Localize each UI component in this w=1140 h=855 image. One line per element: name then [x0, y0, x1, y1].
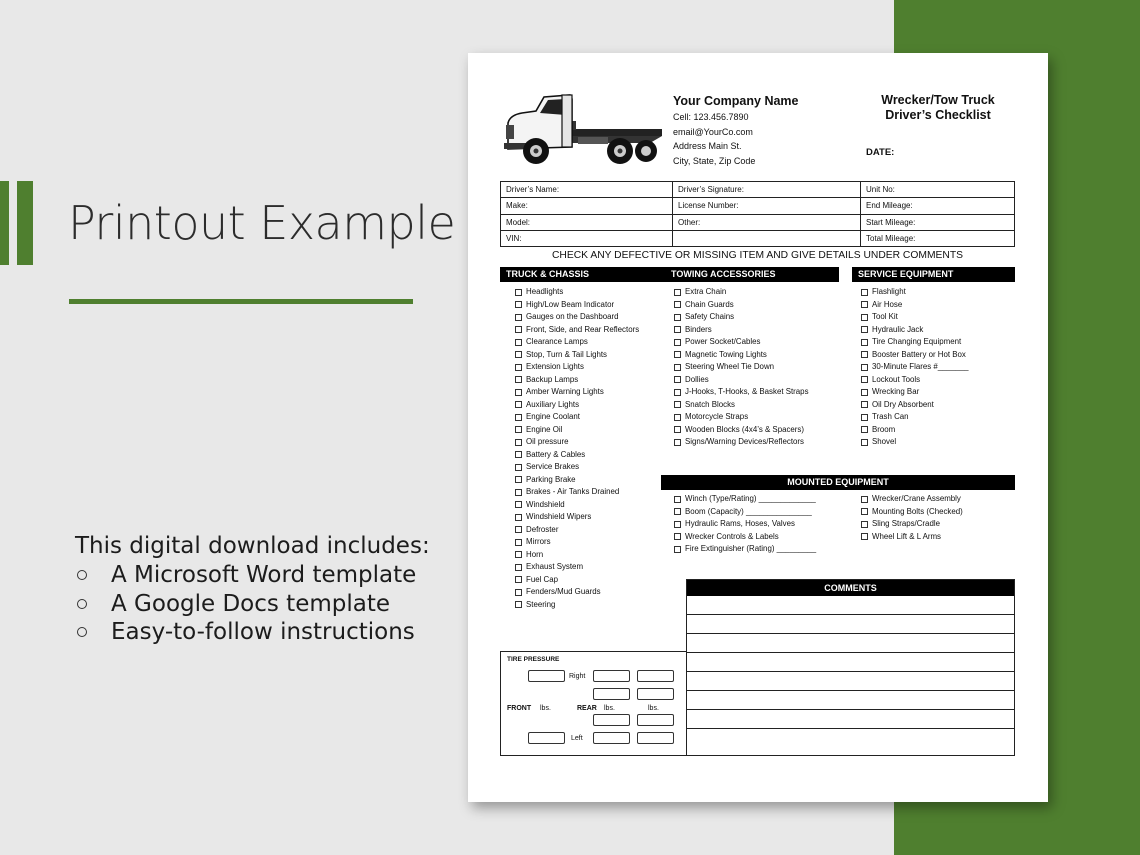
includes-list [75, 561, 430, 647]
checklist-item[interactable] [674, 349, 809, 362]
tire-pressure-title: TIRE PRESSURE [507, 656, 560, 663]
headline-underline [69, 299, 413, 304]
checklist-item-label: Signs/Warning Devices/Reflectors [685, 437, 804, 446]
checklist-item[interactable] [861, 411, 969, 424]
circle-bullet-icon [77, 627, 87, 637]
table-row: Make: License Number: End Mileage: [501, 198, 1015, 214]
checklist-item-label: Winch (Type/Rating) _____________ [685, 494, 816, 503]
checkbox-icon[interactable] [861, 351, 868, 358]
mounted-equipment-list-left [674, 493, 816, 556]
table-row: Driver’s Name: Driver’s Signature: Unit No: [501, 182, 1015, 198]
checklist-item-label: Mounting Bolts (Checked) [872, 506, 963, 516]
list-item: A Google Docs template [75, 590, 430, 619]
checklist-item-label: Service Brakes [526, 462, 580, 471]
company-name: Your Company Name [673, 94, 799, 108]
checkbox-icon[interactable] [515, 376, 522, 383]
checklist-item-label: Trash Can [872, 412, 909, 421]
table-row: Model: Other: Start Mileage: [501, 214, 1015, 230]
checklist-item[interactable] [674, 531, 816, 544]
checklist-item[interactable] [861, 299, 969, 312]
checkbox-icon[interactable] [515, 451, 522, 458]
rear-lbs-label: lbs. [604, 705, 615, 712]
includes-title: This digital download includes: [75, 533, 430, 559]
checkbox-icon[interactable] [674, 401, 681, 408]
checklist-item[interactable] [515, 411, 639, 424]
comment-line [687, 709, 1014, 710]
checklist-item[interactable] [515, 436, 639, 449]
checkbox-icon[interactable] [515, 514, 522, 521]
checkbox-icon[interactable] [515, 576, 522, 583]
checklist-item-label: Booster Battery or Hot Box [872, 349, 966, 359]
checkbox-icon[interactable] [861, 439, 868, 446]
checkbox-icon[interactable] [674, 496, 681, 503]
checklist-item[interactable] [861, 286, 969, 299]
checklist-item-label: Dollies [685, 374, 709, 384]
checklist-item[interactable] [861, 324, 969, 337]
front-lbs-label: lbs. [540, 705, 551, 712]
checklist-item[interactable] [515, 574, 639, 587]
checkbox-icon[interactable] [674, 301, 681, 308]
checklist-item-label: Hydraulic Jack [872, 324, 924, 334]
checkbox-icon[interactable] [861, 376, 868, 383]
tire-pressure-box [500, 651, 687, 756]
checklist-item-label: Amber Warning Lights [526, 387, 604, 396]
checklist-item-label: Hydraulic Rams, Hoses, Valves [685, 519, 795, 528]
circle-bullet-icon [77, 570, 87, 580]
checklist-item[interactable] [674, 299, 809, 312]
checklist-item-label: Air Hose [872, 299, 903, 309]
checklist-item-label: High/Low Beam Indicator [526, 299, 615, 309]
checklist-item[interactable] [515, 361, 639, 374]
checkbox-icon[interactable] [515, 439, 522, 446]
checklist-item[interactable] [861, 349, 969, 362]
checkbox-icon[interactable] [515, 364, 522, 371]
checklist-item-label: Wheel Lift & L Arms [872, 531, 941, 541]
checkbox-icon[interactable] [515, 551, 522, 558]
list-item: Easy-to-follow instructions [75, 618, 430, 647]
accent-bar-thin [0, 181, 9, 265]
service-equipment-list [861, 286, 969, 449]
circle-bullet-icon [77, 599, 87, 609]
checklist-item[interactable] [861, 399, 969, 412]
checkbox-icon[interactable] [515, 289, 522, 296]
checklist-item[interactable] [674, 336, 809, 349]
rear-right-input[interactable] [637, 670, 674, 682]
checklist-item-label: Windshield [526, 499, 565, 509]
front-left-input[interactable] [528, 732, 565, 744]
company-block [673, 93, 799, 168]
checklist-item-label: Wrecking Bar [872, 387, 920, 396]
checklist-item[interactable] [515, 386, 639, 399]
checklist-item[interactable] [515, 299, 639, 312]
checklist-item[interactable] [674, 361, 809, 374]
checklist-item-label: Sling Straps/Cradle [872, 519, 940, 528]
checkbox-icon[interactable] [861, 533, 868, 540]
checklist-item[interactable] [674, 411, 809, 424]
checkbox-icon[interactable] [674, 414, 681, 421]
checklist-item[interactable] [515, 449, 639, 462]
checklist-item-label: Oil Dry Absorbent [872, 399, 934, 409]
service-equipment-header: SERVICE EQUIPMENT [852, 267, 1015, 282]
front-label: FRONT [507, 705, 532, 712]
document-title: Wrecker/Tow Truck Driver’s Checklist [881, 93, 995, 122]
towing-accessories-list [674, 286, 809, 449]
checkbox-icon[interactable] [515, 501, 522, 508]
driver-info-table [500, 181, 1015, 247]
company-email: email@YourCo.com [673, 126, 753, 137]
checklist-printout [468, 53, 1048, 802]
checklist-item-label: Fire Extinguisher (Rating) _________ [685, 544, 817, 553]
checklist-item[interactable] [861, 436, 969, 449]
rear-label: REAR [577, 705, 597, 712]
checkbox-icon[interactable] [861, 389, 868, 396]
checklist-item[interactable] [861, 493, 963, 506]
list-item: A Microsoft Word template [75, 561, 430, 590]
checklist-item[interactable] [515, 424, 639, 437]
checklist-item[interactable] [861, 336, 969, 349]
checkbox-icon[interactable] [674, 439, 681, 446]
checklist-item-label: Fenders/Mud Guards [526, 587, 601, 596]
checklist-item[interactable] [861, 424, 969, 437]
checklist-item-label: Oil pressure [526, 437, 569, 446]
checklist-item-label: Engine Oil [526, 424, 563, 434]
checklist-item-label: Battery & Cables [526, 449, 586, 459]
checklist-item[interactable] [515, 599, 639, 612]
checklist-item[interactable] [515, 311, 639, 324]
checklist-item[interactable] [674, 286, 809, 299]
checklist-item-label: Power Socket/Cables [685, 337, 761, 346]
checkbox-icon[interactable] [861, 326, 868, 333]
checklist-item-label: Exhaust System [526, 562, 584, 571]
checkbox-icon[interactable] [515, 314, 522, 321]
checklist-item-label: Engine Coolant [526, 412, 580, 421]
checklist-item-label: Fuel Cap [526, 574, 559, 584]
checklist-item-label: Safety Chains [685, 312, 735, 321]
checklist-item-label: Windshield Wipers [526, 512, 592, 521]
checklist-item[interactable] [515, 536, 639, 549]
checklist-item[interactable] [674, 436, 809, 449]
checklist-item[interactable] [674, 543, 816, 556]
checklist-item[interactable] [861, 386, 969, 399]
comment-line [687, 671, 1014, 672]
checkbox-icon[interactable] [515, 476, 522, 483]
rear-left-inner-input[interactable] [593, 714, 630, 726]
checkbox-icon[interactable] [861, 401, 868, 408]
checklist-item[interactable] [515, 474, 639, 487]
includes-block [75, 531, 430, 647]
rear-right-inner-input[interactable] [593, 688, 630, 700]
checklist-item[interactable] [515, 499, 639, 512]
company-address: Address Main St. [673, 141, 742, 151]
rear-right-outer-input[interactable] [593, 670, 630, 682]
checklist-item-label: Shovel [872, 437, 897, 446]
comments-header: COMMENTS [687, 580, 1014, 596]
checklist-item-label: Brakes - Air Tanks Drained [526, 487, 620, 496]
checklist-item[interactable] [515, 399, 639, 412]
checkbox-icon[interactable] [515, 414, 522, 421]
checkbox-icon[interactable] [515, 539, 522, 546]
right-label: Right [569, 673, 586, 680]
checklist-item[interactable] [515, 486, 639, 499]
checklist-item-label: Tool Kit [872, 312, 898, 321]
checklist-item-label: Wrecker/Crane Assembly [872, 494, 961, 503]
checkbox-icon[interactable] [861, 414, 868, 421]
checkbox-icon[interactable] [861, 339, 868, 346]
checklist-item-label: Broom [872, 424, 896, 434]
checklist-item[interactable] [515, 349, 639, 362]
comments-box [686, 579, 1015, 756]
checkbox-icon[interactable] [674, 508, 681, 515]
checkbox-icon[interactable] [674, 289, 681, 296]
rear-left-input[interactable] [637, 732, 674, 744]
checklist-item-label: Extra Chain [685, 287, 727, 296]
checklist-item[interactable] [515, 286, 639, 299]
checklist-item[interactable] [674, 399, 809, 412]
date-label: DATE: [866, 147, 895, 158]
table-row: VIN: Total Mileage: [501, 230, 1015, 246]
checklist-item-label: Backup Lamps [526, 374, 579, 384]
checklist-item-label: Defroster [526, 524, 559, 534]
checklist-item-label: Motorcycle Straps [685, 412, 749, 421]
checkbox-icon[interactable] [515, 401, 522, 408]
checklist-item-label: Headlights [526, 287, 564, 296]
checklist-item[interactable] [515, 461, 639, 474]
checklist-item-label: Horn [526, 549, 544, 559]
checklist-item-label: Binders [685, 324, 712, 334]
checklist-item[interactable] [515, 586, 639, 599]
checkbox-icon[interactable] [515, 589, 522, 596]
comment-line [687, 728, 1014, 729]
checklist-item-label: Auxiliary Lights [526, 399, 580, 409]
checkbox-icon[interactable] [861, 508, 868, 515]
checkbox-icon[interactable] [674, 389, 681, 396]
front-right-input[interactable] [528, 670, 565, 682]
checkbox-icon[interactable] [515, 489, 522, 496]
headline: Printout Example [68, 196, 456, 250]
comment-line [687, 652, 1014, 653]
checklist-item[interactable] [861, 506, 963, 519]
checklist-item-label: Tire Changing Equipment [872, 337, 962, 346]
checklist-item[interactable] [515, 524, 639, 537]
checklist-item-label: Stop, Turn & Tail Lights [526, 349, 607, 359]
towing-accessories-header: TOWING ACCESSORIES [665, 267, 839, 282]
checklist-item-label: Snatch Blocks [685, 399, 735, 409]
checklist-item[interactable] [674, 386, 809, 399]
checklist-item[interactable] [861, 531, 963, 544]
checkbox-icon[interactable] [515, 564, 522, 571]
checklist-item-label: J-Hooks, T-Hooks, & Basket Straps [685, 387, 809, 396]
company-cell: Cell: 123.456.7890 [673, 112, 749, 122]
checkbox-icon[interactable] [674, 364, 681, 371]
checklist-item-label: Mirrors [526, 537, 551, 546]
checklist-item-label: Boom (Capacity) _______________ [685, 506, 812, 516]
checkbox-icon[interactable] [674, 426, 681, 433]
checklist-item-label: Steering Wheel Tie Down [685, 362, 775, 371]
rear-left-outer-input[interactable] [593, 732, 630, 744]
checklist-item-label: Gauges on the Dashboard [526, 312, 619, 321]
checkbox-icon[interactable] [674, 314, 681, 321]
rear-right-inner2-input[interactable] [637, 688, 674, 700]
checkbox-icon[interactable] [861, 364, 868, 371]
checkbox-icon[interactable] [674, 533, 681, 540]
checkbox-icon[interactable] [515, 339, 522, 346]
checkbox-icon[interactable] [674, 546, 681, 553]
truck-chassis-list [515, 286, 639, 611]
checkbox-icon[interactable] [861, 426, 868, 433]
checkbox-icon[interactable] [674, 326, 681, 333]
checklist-item[interactable] [674, 374, 809, 387]
checklist-item[interactable] [515, 511, 639, 524]
checklist-item-label: 30-Minute Flares #_______ [872, 362, 969, 371]
checklist-item-label: Chain Guards [685, 299, 734, 309]
checklist-item[interactable] [515, 549, 639, 562]
mounted-equipment-list-right [861, 493, 963, 543]
checklist-item[interactable] [674, 311, 809, 324]
checklist-item-label: Front, Side, and Rear Reflectors [526, 324, 640, 334]
rear-lbs-label-2: lbs. [648, 705, 659, 712]
tow-truck-icon [500, 91, 664, 169]
checkbox-icon[interactable] [674, 339, 681, 346]
left-label: Left [571, 735, 583, 742]
rear-left-inner2-input[interactable] [637, 714, 674, 726]
checkbox-icon[interactable] [861, 521, 868, 528]
checklist-item[interactable] [515, 336, 639, 349]
checklist-item-label: Flashlight [872, 287, 906, 296]
checklist-item[interactable] [861, 374, 969, 387]
truck-chassis-header: TRUCK & CHASSIS [500, 267, 676, 282]
checklist-item[interactable] [861, 518, 963, 531]
checklist-item[interactable] [674, 506, 816, 519]
checkbox-icon[interactable] [515, 301, 522, 308]
checkbox-icon[interactable] [674, 521, 681, 528]
checklist-item-label: Magnetic Towing Lights [685, 349, 767, 359]
checklist-item[interactable] [515, 374, 639, 387]
checklist-item-label: Wooden Blocks (4x4’s & Spacers) [685, 424, 804, 434]
checklist-item-label: Lockout Tools [872, 374, 921, 384]
checkbox-icon[interactable] [515, 351, 522, 358]
checkbox-icon[interactable] [674, 351, 681, 358]
checklist-item-label: Extension Lights [526, 362, 584, 371]
comment-line [687, 614, 1014, 615]
checkbox-icon[interactable] [861, 496, 868, 503]
checklist-item[interactable] [674, 518, 816, 531]
checklist-item[interactable] [861, 361, 969, 374]
checklist-item-label: Parking Brake [526, 474, 576, 484]
checklist-item[interactable] [674, 493, 816, 506]
checkbox-icon[interactable] [861, 301, 868, 308]
comment-line [687, 633, 1014, 634]
checklist-item[interactable] [515, 324, 639, 337]
checkbox-icon[interactable] [515, 389, 522, 396]
checklist-item-label: Clearance Lamps [526, 337, 588, 346]
comment-line [687, 690, 1014, 691]
instruction-text: CHECK ANY DEFECTIVE OR MISSING ITEM AND GIVE DETAILS UNDER COMMENTS [552, 250, 963, 261]
checklist-item[interactable] [674, 424, 809, 437]
checklist-item[interactable] [674, 324, 809, 337]
checkbox-icon[interactable] [861, 289, 868, 296]
checklist-item-label: Wrecker Controls & Labels [685, 531, 779, 541]
checklist-item-label: Steering [526, 599, 556, 609]
checkbox-icon[interactable] [515, 601, 522, 608]
company-city: City, State, Zip Code [673, 155, 756, 166]
checklist-item[interactable] [861, 311, 969, 324]
checkbox-icon[interactable] [674, 376, 681, 383]
accent-bar-thick [17, 181, 33, 265]
checkbox-icon[interactable] [515, 426, 522, 433]
checkbox-icon[interactable] [515, 526, 522, 533]
mounted-equipment-header: MOUNTED EQUIPMENT [661, 475, 1015, 490]
checkbox-icon[interactable] [515, 464, 522, 471]
checkbox-icon[interactable] [861, 314, 868, 321]
checkbox-icon[interactable] [515, 326, 522, 333]
checklist-item[interactable] [515, 561, 639, 574]
